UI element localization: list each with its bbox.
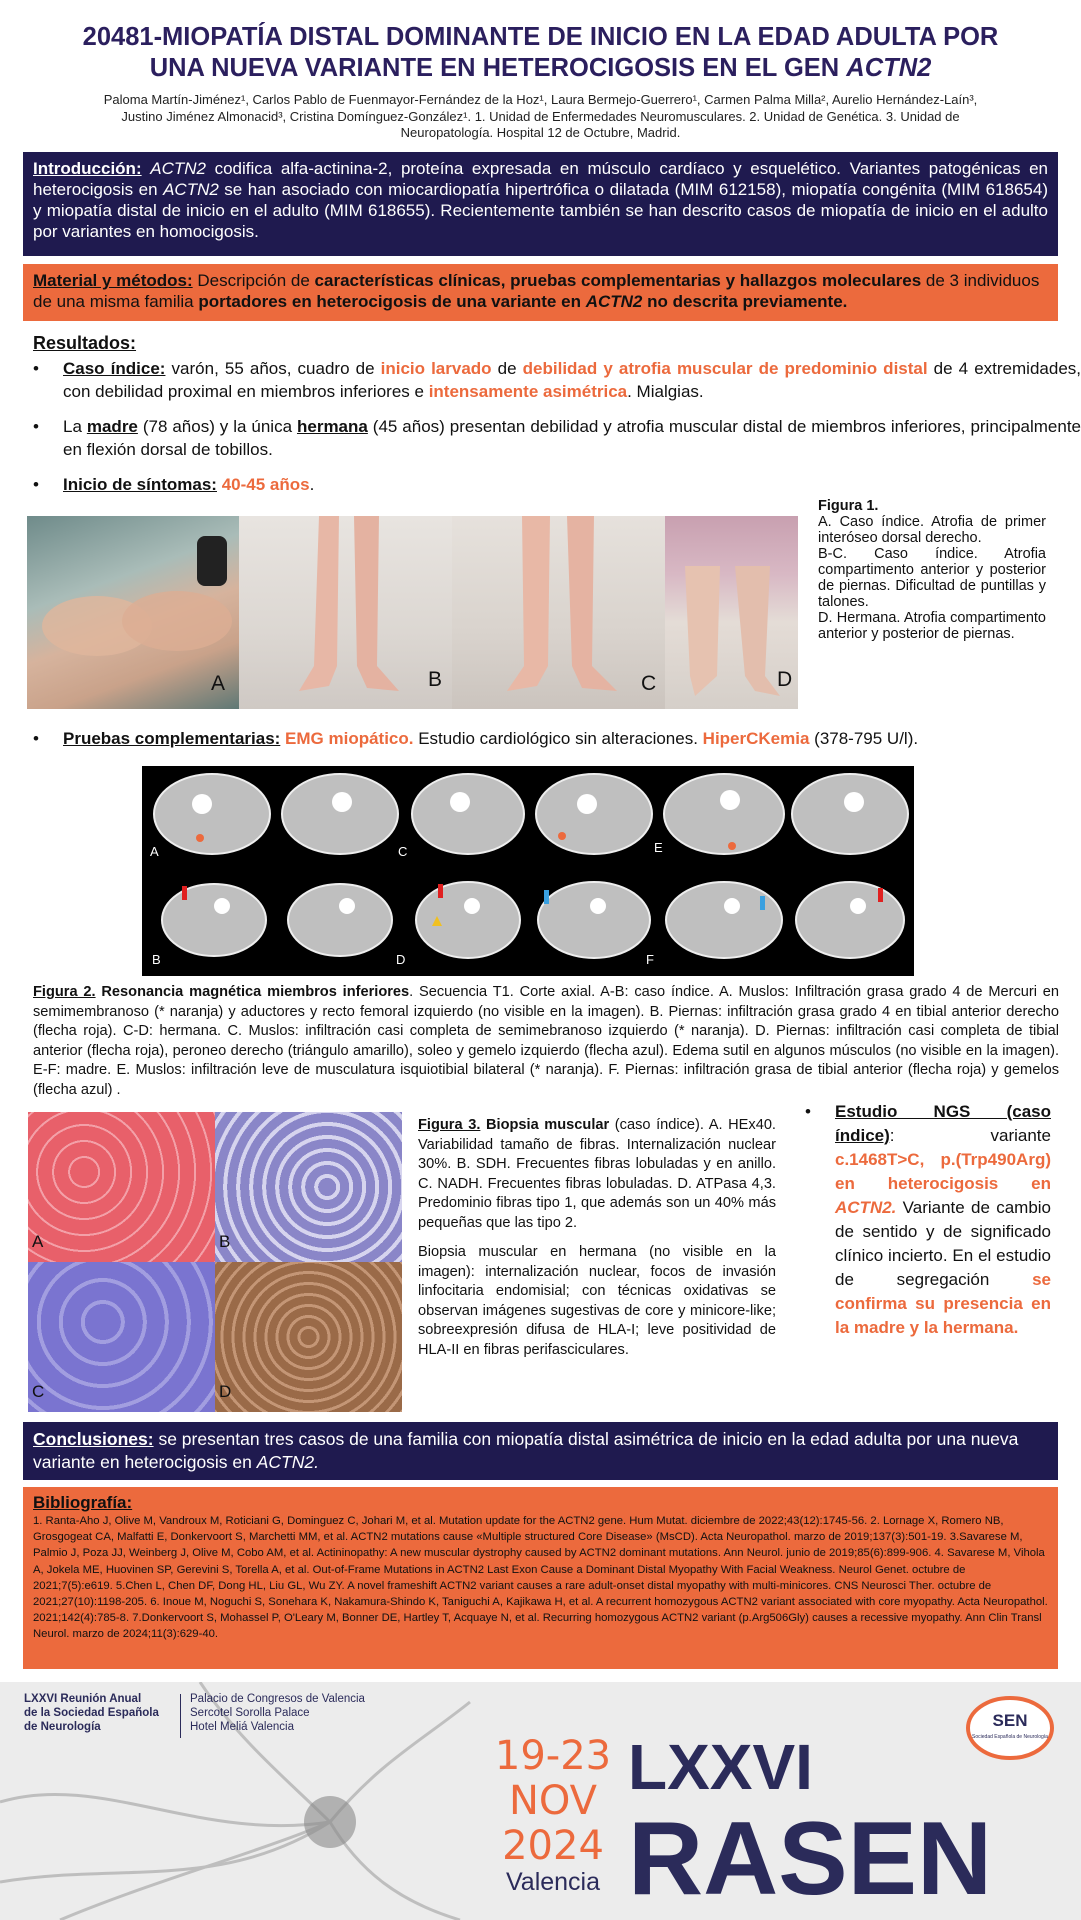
figure3-caption-subtitle: Biopsia muscular xyxy=(480,1117,610,1133)
bullet-dot: • xyxy=(33,729,39,748)
figure2-caption xyxy=(33,983,1059,1100)
histo-nadh xyxy=(28,1262,215,1412)
methods-gene: ACTN2 xyxy=(585,292,643,311)
index-case-text-1: varón, 55 años, cuadro de xyxy=(165,359,381,378)
figure1-caption-line: B-C. Caso índice. Atrofia compartimento anterior y posterior de piernas. Dificultad de puntillas y talones. xyxy=(818,546,1046,610)
methods-bold-1: características clínicas, pruebas complementarias y hallazgos moleculares xyxy=(314,271,922,290)
ngs-label: Estudio NGS (caso índice) xyxy=(835,1102,1051,1145)
sen-logo-subtext: Sociedad Española de Neurología xyxy=(972,1734,1048,1740)
bullet-dot: • xyxy=(805,1102,811,1121)
histo-label-c: C xyxy=(32,1382,45,1401)
histo-he xyxy=(28,1112,215,1262)
figure1-caption-title: Figura 1. xyxy=(818,498,879,514)
family-mother: madre xyxy=(86,417,138,436)
date-month: NOV xyxy=(508,1778,598,1824)
venue-line: Sercotel Sorolla Palace xyxy=(190,1707,310,1719)
figure3-caption-title: Figura 3. xyxy=(418,1117,481,1133)
figure2-caption-text: . Secuencia T1. Corte axial. A-B: caso índice. A. Muslos: Infiltración grasa grado 4 de Mercuri en semimembranoso (* naranja) y aductores y recto femoral izquierdo (no visible en la imagen). B. Piernas: infiltración grasa grado 4 en tibial anterior derecho (flecha roja). C-D: hermana. C. Muslos: infiltración casi completa de semimebranoso izquierdo (* naranja). D. Piernas: infiltración casi completa de tibial anterior (flecha roja), peroneo derecho (triángulo amarillo), soleo y gemelo izquierdo (flecha azul). Edema sutil en algunos músculos (no visible en la imagen). E-F: madre. E. Muslos: infiltración leve de musculatura isquiotibial bilateral (* naranja). F. Piernas: infiltración grasa de tibial anterior (flecha roja) y gemelos (flecha azul) . xyxy=(33,984,1060,1098)
figure1-caption xyxy=(818,498,1046,642)
title-line-2: UNA NUEVA VARIANTE EN HETEROCIGOSIS EN EL GEN ACTN2 xyxy=(149,54,932,82)
index-case-text-2: de xyxy=(491,359,523,378)
figure2-caption-title: Figura 2. xyxy=(33,984,96,1000)
sen-logo-icon xyxy=(964,1692,1056,1762)
introduction-box xyxy=(23,152,1058,256)
ngs-text-2: Variante de cambio de sentido y de significado clínico incierto. En el estudio de segregación xyxy=(835,1198,1051,1289)
mri-label-f: F xyxy=(646,952,654,967)
title-gene: ACTN2 xyxy=(846,54,932,82)
intro-gene-2: ACTN2 xyxy=(163,180,219,199)
histo-label-b: B xyxy=(219,1232,231,1251)
ngs-text-1: : variante xyxy=(889,1126,1051,1145)
mri-label-c: C xyxy=(398,844,408,859)
index-case-highlight-3: intensamente asimétrica xyxy=(428,382,628,401)
ngs-gene: ACTN2. xyxy=(835,1198,897,1217)
index-case-text-3: de 4 extremidades, con debilidad proximal en miembros inferiores e xyxy=(63,359,1081,401)
intro-text-1: codifica alfa-actinina-2, proteína expresada en músculo cardíaco y esquelético. Variantes patogénicas en heterocigosis en xyxy=(33,159,1048,199)
index-case-label: Caso índice: xyxy=(63,359,166,378)
figure1-photo-a xyxy=(27,516,239,709)
figure1-photo-c xyxy=(452,516,665,709)
bullet-complementary-tests xyxy=(33,727,1073,751)
congress-venues xyxy=(190,1692,365,1734)
family-sister: hermana xyxy=(296,417,368,436)
conference-footer xyxy=(0,1682,1081,1920)
legs-illustration xyxy=(452,516,665,709)
methods-text-2: de 3 individuos de una misma familia xyxy=(33,271,1040,311)
conclusions-heading: Conclusiones: xyxy=(33,1429,154,1449)
congress-city: Valencia xyxy=(505,1868,601,1896)
bibliography-box xyxy=(23,1487,1058,1669)
conclusions-text: se presentan tres casos de una familia con miopatía distal asimétrica de inicio en la edad adulta por una nueva variante en heterocigosis en xyxy=(33,1429,1019,1472)
figure2-caption-subtitle: Resonancia magnética miembros inferiores xyxy=(95,984,410,1000)
sen-logo-text: SEN xyxy=(992,1711,1028,1730)
bullet-onset xyxy=(33,473,633,497)
photo-label-d: D xyxy=(777,668,793,691)
authors-line-1: Paloma Martín-Jiménez¹, Carlos Pablo de Fuenmayor-Fernández de la Hoz¹, Laura Bermejo-Guerrero¹, Carmen Palma Milla², Aurelio Hernández-Laín³, xyxy=(103,92,978,107)
venue-line: Hotel Meliá Valencia xyxy=(190,1721,294,1733)
title-line-1: 20481-MIOPATÍA DISTAL DOMINANTE DE INICIO EN LA EDAD ADULTA POR xyxy=(82,23,999,51)
venue-line: Palacio de Congresos de Valencia xyxy=(190,1693,365,1705)
family-text-1: La xyxy=(63,417,87,436)
congress-edition: LXXVI xyxy=(628,1731,813,1803)
methods-box xyxy=(23,264,1058,321)
intro-text-2: se han asociado con miocardiopatía hipertrófica o dilatada (MIM 612158), miopatía congénita (MIM 618654) y miopatía distal de inicio en el adulto (MIM 618655). Recientemente también se han descrito casos de miopatía de inicio en el adulto por variantes en homocigosis. xyxy=(33,180,1048,241)
mri-label-b: B xyxy=(152,952,161,967)
bibliography-heading: Bibliografía: xyxy=(33,1493,133,1512)
intro-gene-1: ACTN2 xyxy=(150,159,206,178)
family-text-2: (78 años) y la única xyxy=(137,417,297,436)
authors xyxy=(30,92,1051,142)
mri-label-d: D xyxy=(396,952,406,967)
congress-acronym: RASEN xyxy=(628,1801,993,1917)
conclusions-box xyxy=(23,1422,1058,1480)
methods-bold-3: no descrita previamente. xyxy=(642,292,848,311)
hands-illustration xyxy=(27,516,239,709)
tests-text-1: Estudio cardiológico sin alteraciones. xyxy=(413,729,703,748)
introduction-heading: Introducción: xyxy=(33,159,142,178)
bullet-family xyxy=(33,415,1081,463)
ngs-segregation: se confirma su presencia en la madre y la hermana. xyxy=(835,1270,1051,1337)
footer-divider xyxy=(180,1694,181,1738)
date-days: 19-23 xyxy=(494,1733,612,1779)
mri-label-a: A xyxy=(150,844,159,859)
figure3-caption-text: (caso índice). A. HEx40. Variabilidad tamaño de fibras. Internalización nuclear 30%. B. SDH. Frecuentes fibras lobuladas y en anillo. C. NADH. Frecuentes fibras lobuladas. D. ATPasa 4,3. Predominio fibras tipo 1, que además son un 40% más pequeñas que las tipo 2. xyxy=(418,1117,776,1231)
conclusions-gene: ACTN2. xyxy=(256,1452,319,1472)
figure3-paragraph-2: Biopsia muscular en hermana (no visible en la imagen): internalización nuclear, focos de invasión linfocitaria endomisial; con técnicas oxidativas se observan imágenes sugestivas de core y minicore-like; sobreexpresión difusa de HLA-I; leve positividad de HLA-II en fibras perifasciculares. xyxy=(418,1244,776,1358)
bullet-dot: • xyxy=(33,417,39,436)
sen-logo xyxy=(964,1692,1056,1762)
date-year: 2024 xyxy=(502,1823,604,1869)
figure1-photo-d xyxy=(665,516,798,709)
bullet-index-case xyxy=(33,357,1081,405)
congress-dates xyxy=(478,1734,628,1869)
histo-label-a: A xyxy=(32,1232,44,1251)
authors-line-3: Neuropatología. Hospital 12 de Octubre, Madrid. xyxy=(400,125,681,140)
tests-text-2: (378-795 U/l). xyxy=(809,729,919,748)
figure2-mri-panel xyxy=(142,766,914,976)
index-case-highlight-1: inicio larvado xyxy=(380,359,492,378)
poster-title xyxy=(20,22,1061,84)
bullet-dot: • xyxy=(33,359,39,378)
photo-label-b: B xyxy=(428,668,443,691)
results-heading: Resultados: xyxy=(33,333,137,353)
mri-label-e: E xyxy=(654,840,663,855)
congress-name-line: LXXVI Reunión Anual xyxy=(24,1693,142,1705)
mri-slices xyxy=(142,766,914,976)
methods-bold-2: portadores en heterocigosis de una variante en xyxy=(198,292,586,311)
tests-hyperckemia: HiperCKemia xyxy=(702,729,810,748)
index-case-text-4: . Mialgias. xyxy=(627,382,704,401)
bibliography-text: 1. Ranta-Aho J, Olive M, Vandroux M, Roticiani G, Dominguez C, Johari M, et al. Mutation update for the ACTN2 gene. Hum Mutat. diciembre de 2022;43(12):1745-56. 2. Lornage X, Romero NB, Grosgogeat CA, Malfatti E, Donkervoort S, Marchetti MM, et al. ACTN2 mutations cause «Multiple structured Core Disease» (MsCD). Acta Neuropathol. marzo de 2019;137(3):501-19. 3.Savarese M, Palmio J, Poza JJ, Weinberg J, Olive M, Cobo AM, et al. Actininopathy: A new muscular dystrophy caused by ACTN2 dominant mutations. Ann Neurol. junio de 2019;85(6):899-906. 4. Savarese M, Vihola A, Jokela ME, Huovinen SP, Gerevini S, Torella A, et al. Out-of-Frame Mutations in ACTN2 Last Exon Cause a Dominant Distal Myopathy With Facial Weakness. Neurol Genet. octubre de 2021;7(5):e619. 5.Chen L, Chen DF, Dong HL, Liu GL, Wu ZY. A novel frameshift ACTN2 variant causes a rare adult-onset distal myopathy with multi-minicores. CNS Neurosci Ther. octubre de 2021;27(10):1198-205. 6. Inoue M, Noguchi S, Sonehara K, Nakamura-Shindo K, Taniguchi A, Kajikawa H, et al. A recurrent homozygous ACTN2 variant associated with core myopathy. Acta Neuropathol. 2021;142(4):785-8. 7.Donkervoort S, Mohassel P, O'Leary M, Bonner DE, Hartley T, Acquaye N, et al. Recurring homozygous ACTN2 variant (p.Arg506Gly) causes a recessive myopathy. Ann Clin Transl Neurol. marzo de 2024;11(3):629-40. xyxy=(33,1515,1048,1641)
onset-text: . xyxy=(309,475,315,494)
figure3-caption xyxy=(418,1116,776,1360)
tests-label: Pruebas complementarias: xyxy=(63,729,281,748)
congress-name-line: de Neurología xyxy=(24,1721,101,1733)
figure3-histology-panel xyxy=(28,1112,402,1412)
onset-value: 40-45 años xyxy=(216,475,310,494)
index-case-highlight-2: debilidad y atrofia muscular de predominio distal xyxy=(522,359,928,378)
onset-label: Inicio de síntomas: xyxy=(63,475,217,494)
congress-name-line: de la Sociedad Española xyxy=(24,1707,159,1719)
histo-sdh xyxy=(215,1112,402,1262)
photo-label-a: A xyxy=(211,672,226,695)
histo-label-d: D xyxy=(219,1382,232,1401)
photo-label-c: C xyxy=(641,672,657,695)
congress-name xyxy=(24,1692,159,1734)
methods-text-1: Descripción de xyxy=(192,271,315,290)
figure1-caption-line: A. Caso índice. Atrofia de primer interóseo dorsal derecho. xyxy=(818,514,1046,546)
figure1-photo-b xyxy=(239,516,452,709)
figure3-paragraph-1 xyxy=(418,1116,776,1233)
family-text-3: (45 años) presentan debilidad y atrofia muscular distal de miembros inferiores, principalmente en flexión dorsal de tobillos. xyxy=(63,417,1081,459)
tests-emg: EMG miopático. xyxy=(280,729,414,748)
legs-illustration xyxy=(239,516,452,709)
authors-line-2: Justino Jiménez Almonacid³, Cristina Domínguez-González¹. 1. Unidad de Enfermedades Neuromusculares. 2. Unidad de Genética. 3. Unidad de xyxy=(121,108,960,124)
figure1-caption-line: D. Hermana. Atrofia compartimento anterior y posterior de piernas. xyxy=(818,610,1046,642)
histo-atpase xyxy=(215,1262,402,1412)
methods-heading: Material y métodos: xyxy=(33,271,193,290)
ngs-variant: c.1468T>C, p.(Trp490Arg) en heterocigosis en xyxy=(835,1150,1051,1193)
bullet-dot: • xyxy=(33,475,39,494)
